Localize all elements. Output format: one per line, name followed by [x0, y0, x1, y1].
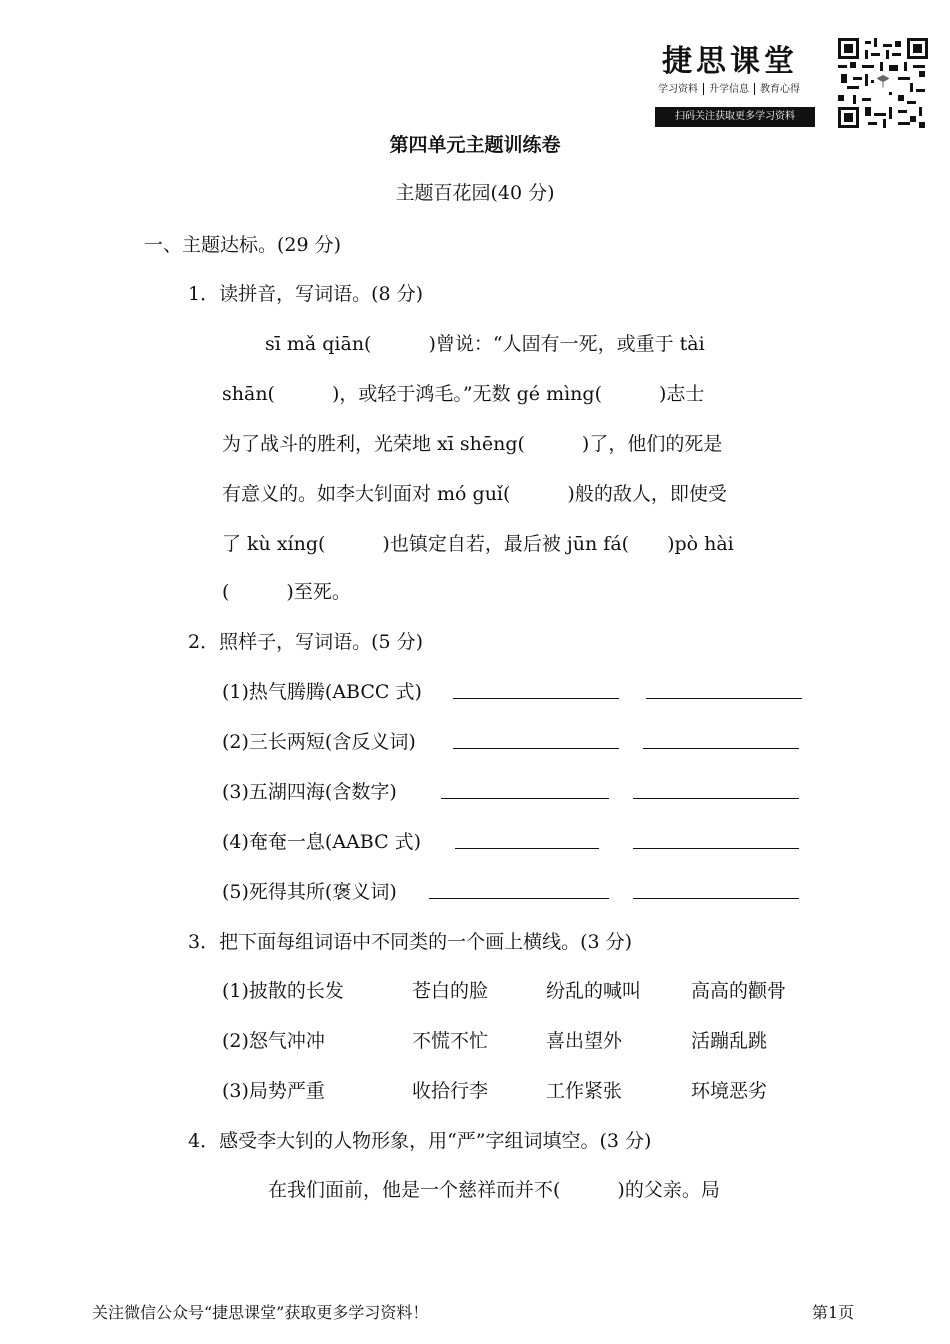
page-subtitle: 主题百花园(40 分)	[395, 182, 555, 204]
question-4-line: 在我们面前，他是一个慈祥而并不( )的父亲。局	[268, 1179, 720, 1201]
question-1-line: 有意义的。如李大钊面对 mó guǐ( )般的敌人，即使受	[222, 483, 727, 505]
brand-bar: 扫码关注获取更多学习资料	[655, 107, 815, 127]
word-option[interactable]: 活蹦乱跳	[691, 1030, 768, 1052]
question-2-heading: 2．照样子，写词语。(5 分)	[188, 631, 424, 653]
answer-blank[interactable]	[453, 730, 619, 749]
question-3-heading: 3．把下面每组词语中不同类的一个画上横线。(3 分)	[188, 931, 633, 953]
word-option[interactable]: 喜出望外	[546, 1030, 623, 1052]
word-option[interactable]: 纷乱的喊叫	[546, 980, 642, 1002]
question-2-item: (2)三长两短(含反义词)	[222, 731, 416, 753]
question-4-heading: 4．感受李大钊的人物形象，用“严”字组词填空。(3 分)	[188, 1130, 652, 1152]
word-option[interactable]: (2)怒气冲冲	[222, 1030, 325, 1052]
brand-link-admission: 升学信息	[709, 84, 749, 95]
question-2-item: (1)热气腾腾(ABCC 式)	[222, 681, 422, 703]
question-1-line: sī mǎ qiān( )曾说：“人固有一死，或重于 tài	[265, 333, 705, 355]
answer-blank[interactable]	[633, 880, 799, 899]
answer-blank[interactable]	[633, 780, 799, 799]
answer-blank[interactable]	[441, 780, 609, 799]
page-title: 第四单元主题训练卷	[389, 134, 561, 156]
answer-blank[interactable]	[429, 880, 609, 899]
question-1-heading: 1．读拼音，写词语。(8 分)	[188, 283, 424, 305]
question-1-line: ( )至死。	[222, 581, 351, 603]
qr-code-icon	[838, 38, 928, 128]
word-option[interactable]: 环境恶劣	[691, 1080, 768, 1102]
word-option[interactable]: 苍白的脸	[412, 980, 489, 1002]
answer-blank[interactable]	[633, 830, 799, 849]
answer-blank[interactable]	[643, 730, 799, 749]
word-option[interactable]: 工作紧张	[546, 1080, 623, 1102]
brand-links	[658, 80, 800, 95]
brand-link-study: 学习资料	[658, 84, 698, 95]
question-2-item: (4)奄奄一息(AABC 式)	[222, 831, 422, 853]
word-option[interactable]: (1)披散的长发	[222, 980, 344, 1002]
question-1-line: shān( )，或轻于鸿毛。”无数 gé mìng( )志士	[222, 383, 705, 405]
question-2-item: (3)五湖四海(含数字)	[222, 781, 397, 803]
word-option[interactable]: 不慌不忙	[412, 1030, 489, 1052]
brand-link-education: 教育心得	[760, 84, 800, 95]
answer-blank[interactable]	[453, 680, 619, 699]
word-option[interactable]: 收拾行李	[412, 1080, 489, 1102]
section-heading: 一、主题达标。(29 分)	[144, 234, 342, 256]
answer-blank[interactable]	[646, 680, 802, 699]
brand-name: 捷思课堂	[662, 44, 798, 79]
word-option[interactable]: 高高的颧骨	[691, 980, 787, 1002]
page-number: 第1页	[812, 1303, 855, 1322]
word-option[interactable]: (3)局势严重	[222, 1080, 325, 1102]
question-2-item: (5)死得其所(褒义词)	[222, 881, 397, 903]
footer-note: 关注微信公众号“捷思课堂”获取更多学习资料！	[92, 1303, 429, 1322]
question-1-line: 了 kù xíng( )也镇定自若，最后被 jūn fá( )pò hài	[222, 533, 734, 555]
answer-blank[interactable]	[455, 830, 599, 849]
question-1-line: 为了战斗的胜利，光荣地 xī shēng( )了，他们的死是	[222, 433, 723, 455]
